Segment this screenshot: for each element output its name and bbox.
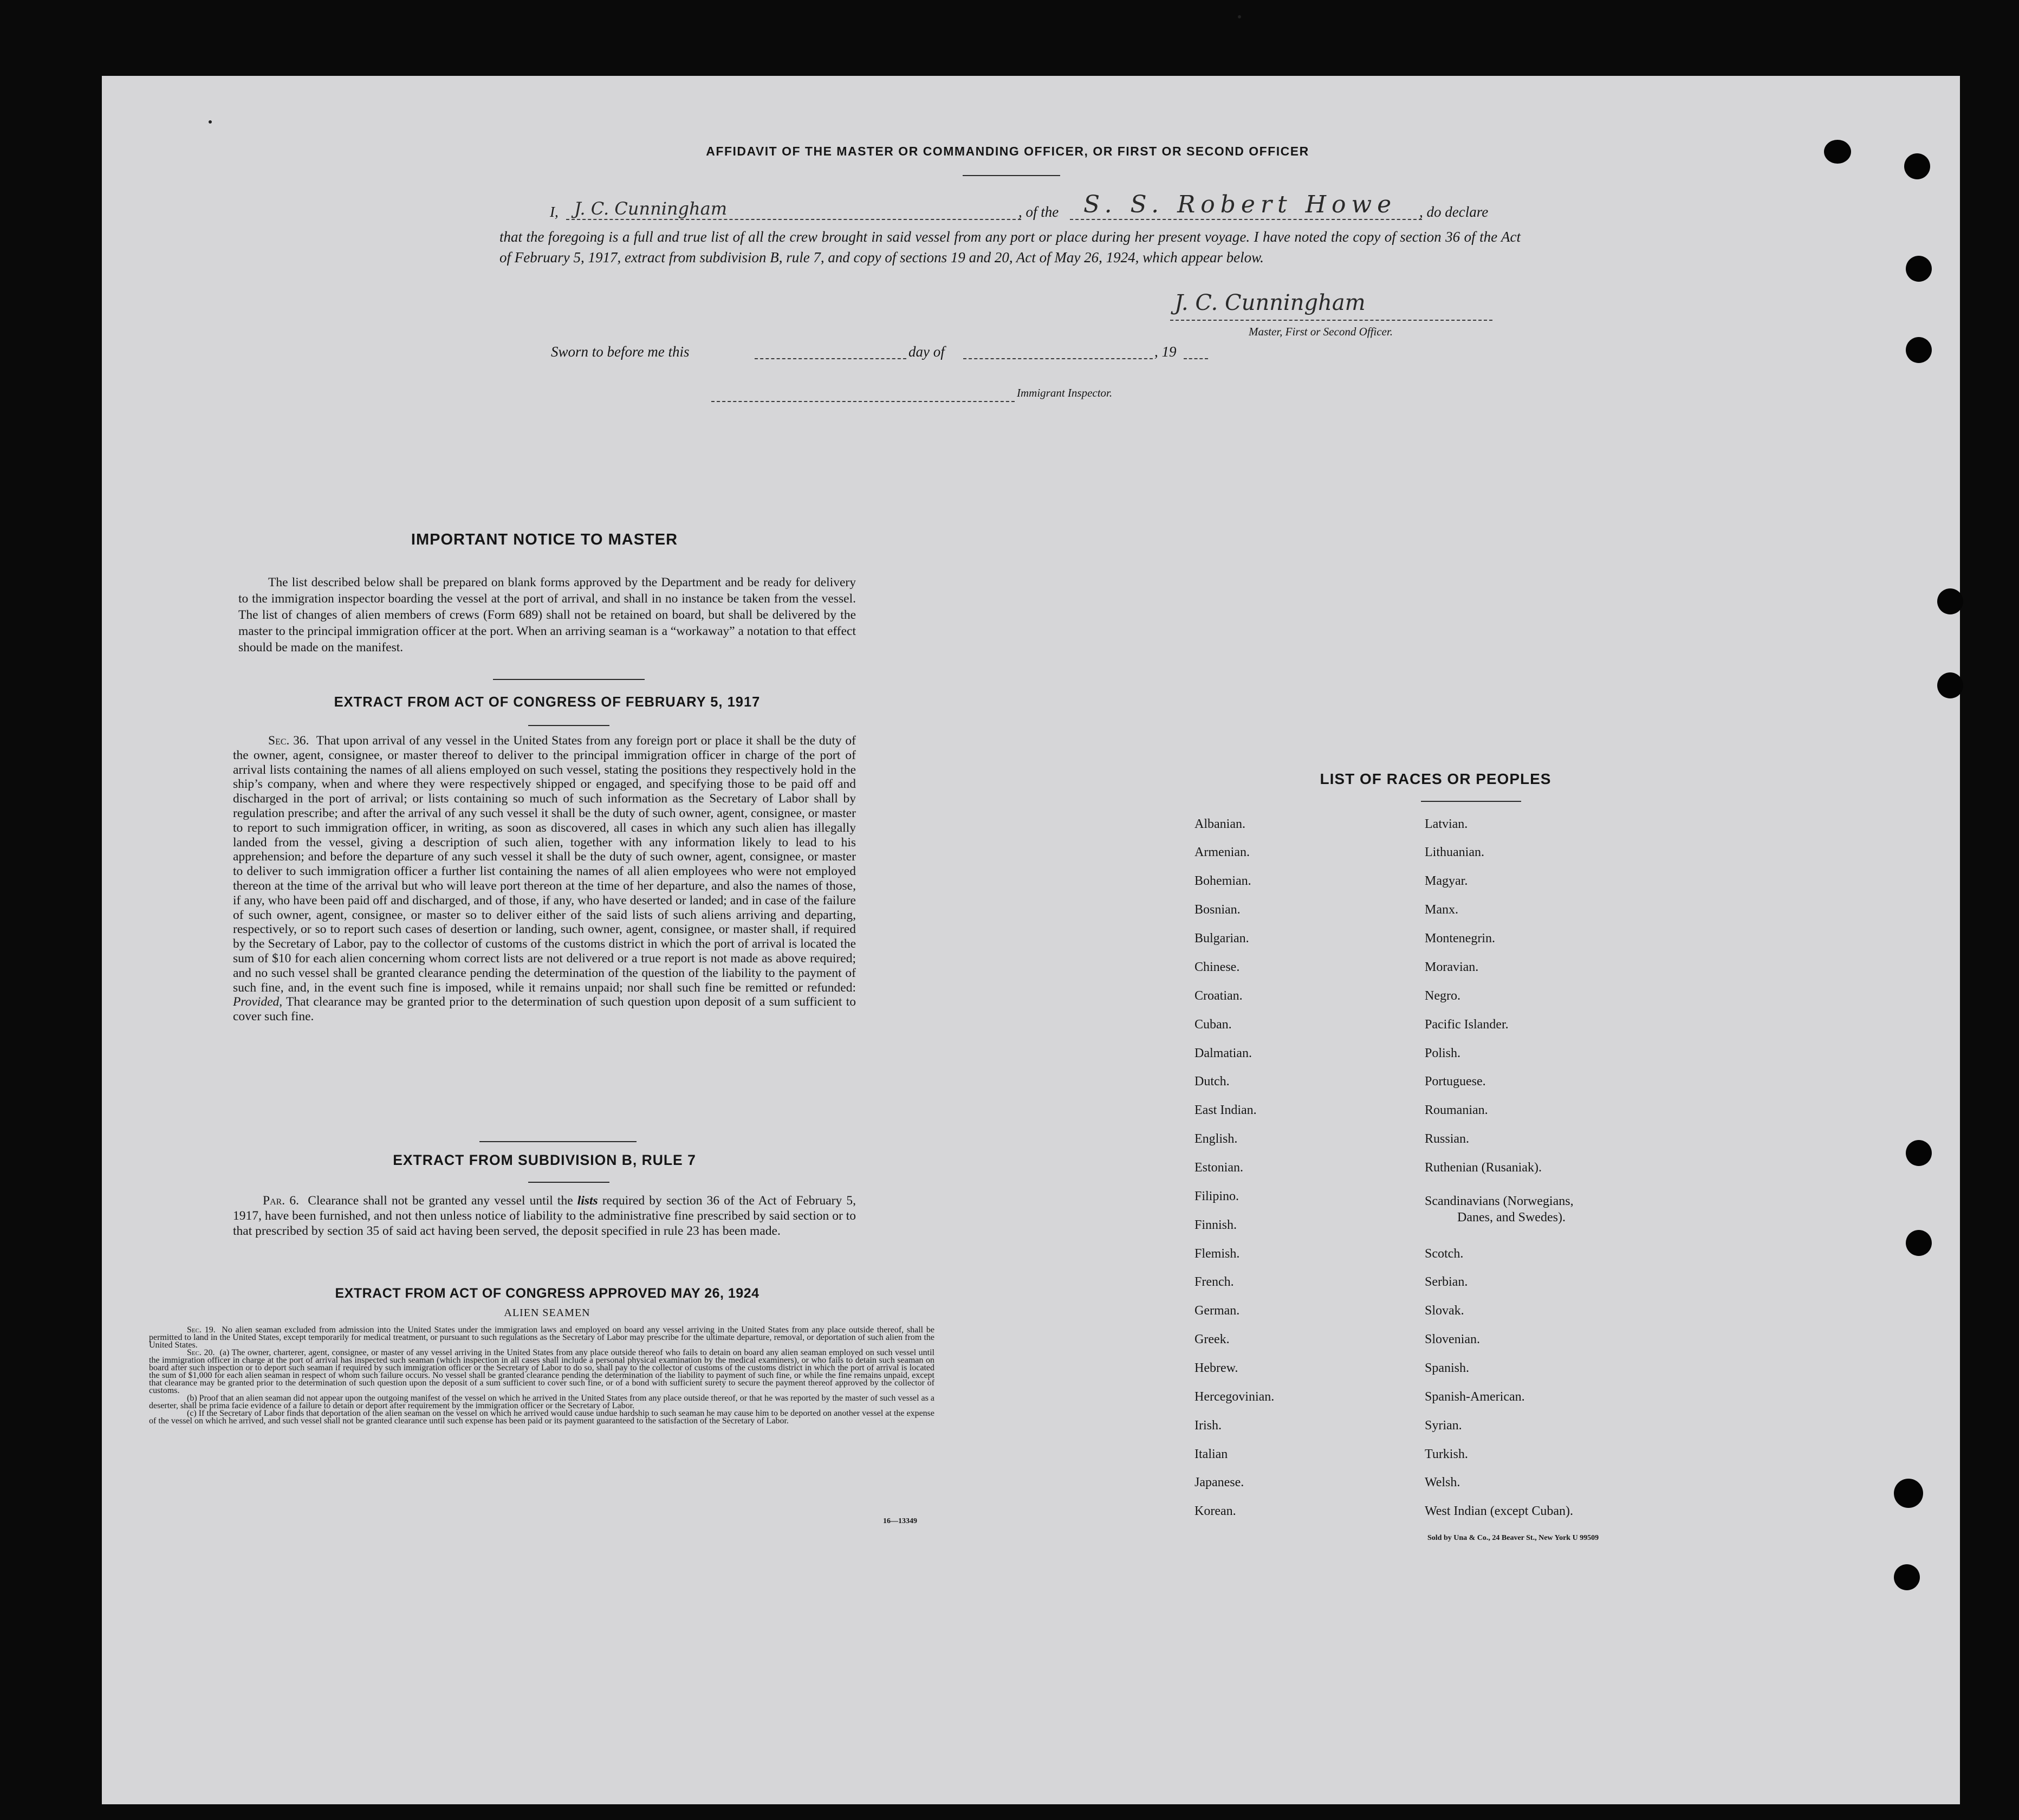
section-20c: (c) If the Secretary of Labor finds that deportation of the alien seaman on the vessel on which he arrived would cause undue hardship to such seaman he may cause him to be deported on another vessel at the expense of the vessel on which he arrived, and such vessel shall not be granted clearance until such expense has been paid or its payment guaranteed to the satisfaction of the Secretary of Labor. (149, 1409, 934, 1426)
race-item: Negro. (1425, 989, 1460, 1003)
race-item: Hebrew. (1194, 1361, 1238, 1375)
race-item: Latvian. (1425, 817, 1468, 831)
rule7-text: Clearance shall not be granted any vessel until the (308, 1194, 573, 1208)
race-item: Flemish. (1194, 1247, 1240, 1261)
race-item: Lithuanian. (1425, 845, 1484, 859)
provided-word: Provided, (233, 995, 283, 1009)
race-item: Polish. (1425, 1046, 1461, 1060)
printer-imprint: Sold by Una & Co., 24 Beaver St., New York U 99509 (1427, 1534, 1599, 1542)
race-item: Moravian. (1425, 960, 1479, 974)
declarant-line (566, 219, 1021, 220)
speck-mark (209, 120, 212, 124)
race-item: Portuguese. (1425, 1074, 1486, 1089)
race-item: Albanian. (1194, 817, 1245, 831)
affidavit-body: that the foregoing is a full and true list of all the crew brought in said vessel from any port or place during her present voyage. I have noted the copy of section 36 of the Act of February 5, 1917, extract from subdivision B, rule 7, and copy of sections 19 and 20, Act of May 26, 1924, which appear below. (499, 229, 1521, 265)
race-item: Serbian. (1425, 1275, 1468, 1289)
race-item: Roumanian. (1425, 1103, 1488, 1117)
race-item: Finnish. (1194, 1218, 1237, 1232)
race-item: Dutch. (1194, 1074, 1230, 1089)
form-number: 16—13349 (883, 1517, 917, 1525)
do-declare-label: , do declare (1419, 204, 1489, 220)
declarant-prefix: I, (550, 204, 559, 220)
divider (493, 679, 645, 680)
punch-hole (1906, 337, 1932, 363)
signature-line (1170, 320, 1492, 321)
race-item: Filipino. (1194, 1189, 1239, 1203)
rule7-text-end: required by section 36 of the Act of February 5, 1917, have been furnished, and not then unless notice of liability to the administrative fine prescribed by said section or to that prescribed by section 35 of said act having been served, the deposit specified in rule 23 has been made. (233, 1194, 856, 1238)
sworn-label: Sworn to before me this (551, 344, 690, 360)
paragraph-label: Par. 6. (263, 1194, 299, 1208)
race-item: Russian. (1425, 1132, 1470, 1146)
day-of-label: day of (908, 344, 945, 360)
officer-signature: J. C. Cunningham (1174, 290, 1366, 315)
race-item: Slovenian. (1425, 1332, 1480, 1346)
punch-hole (1906, 256, 1932, 282)
race-item: Chinese. (1194, 960, 1240, 974)
vessel-line (1070, 219, 1422, 220)
race-item: Turkish. (1425, 1447, 1468, 1461)
section-20a (149, 1349, 934, 1395)
declarant-name: J. C. Cunningham (574, 198, 728, 219)
section-20b: (b) Proof that an alien seaman did not appear upon the outgoing manifest of the vessel on which he arrived in the United States from any place outside thereof, or that he was reported by the master of such vessel as a deserter, shall be prima facie evidence of a failure to detain or deport after requirement by the immigration officer or the Secretary of Labor. (149, 1394, 934, 1410)
punch-hole (1824, 140, 1851, 164)
race-item: Japanese. (1194, 1475, 1244, 1489)
section-label: Sec. 20. (187, 1348, 215, 1357)
section-label: Sec. 19. (187, 1325, 216, 1335)
divider (479, 1141, 637, 1142)
extract-1917-title: EXTRACT FROM ACT OF CONGRESS OF FEBRUARY 5, 1917 (334, 695, 761, 710)
race-item: Dalmatian. (1194, 1046, 1252, 1060)
race-item: French. (1194, 1275, 1234, 1289)
race-item: Bosnian. (1194, 903, 1241, 917)
punch-hole (1906, 1230, 1932, 1256)
race-item: German. (1194, 1304, 1240, 1318)
divider (963, 175, 1060, 176)
notice-body: The list described below shall be prepared on blank forms approved by the Department and be ready for delivery to the immigration inspector boarding the vessel at the port of arrival, and shall in no instance be taken from the vessel. The list of changes of alien members of crews (Form 689) shall not be retained on board, but shall be delivered by the master to the principal immigration officer at the port. When an arriving seaman is a “workaway” a notation to that effect should be made on the manifest. (238, 575, 856, 655)
section-20a-text: (a) The owner, charterer, agent, consignee, or master of any vessel arriving in the United States from any place outside thereof who fails to detain on board any alien seaman employed on such vessel until the immigration officer in charge at the port of arrival has inspected such seaman (which inspection in all cases shall include a personal physical examination by the medical examiners), or who fails to detain such seaman on board after such inspection or to deport such seaman if required by such immigration officer or the Secretary of Labor to do so, shall pay to the collector of customs of the customs district in which the port of arrival is located the sum of $1,000 for each alien seaman in respect of whom such failure occurs. No vessel shall be granted clearance pending the determination of the liability to payment of such fine, or while the fine remains unpaid, except that clearance may be granted prior to the determination of such question upon the deposit of a sum sufficient to cover such fine, or of a bond with sufficient surety to secure the payment thereof approved by the collector of customs. (149, 1348, 935, 1395)
vessel-name: S. S. Robert Howe (1083, 191, 1397, 218)
signature-caption: Master, First or Second Officer. (1249, 325, 1393, 338)
race-item: Pacific Islander. (1425, 1018, 1509, 1032)
divider (528, 725, 609, 726)
sworn-day-field (755, 358, 906, 359)
race-item: Magyar. (1425, 874, 1468, 888)
extract-1924-body (149, 1326, 934, 1425)
punch-hole (1937, 672, 1963, 698)
race-item: Italian (1194, 1447, 1228, 1461)
race-item: East Indian. (1194, 1103, 1257, 1117)
race-item-continued: Danes, and Swedes). (1457, 1210, 1566, 1225)
race-item: Slovak. (1425, 1304, 1464, 1318)
inspector-caption: Immigrant Inspector. (1017, 386, 1113, 399)
divider (528, 1182, 609, 1183)
race-item: Montenegrin. (1425, 931, 1495, 945)
punch-hole (1937, 588, 1963, 614)
race-item: Scandinavians (Norwegians, (1425, 1194, 1574, 1208)
race-item: Manx. (1425, 903, 1458, 917)
inspector-signature-line (711, 401, 1015, 402)
of-the-label: , of the (1018, 204, 1059, 220)
race-item: Scotch. (1425, 1247, 1464, 1261)
race-item: Welsh. (1425, 1475, 1460, 1489)
notice-title: IMPORTANT NOTICE TO MASTER (411, 531, 678, 548)
extract-1917-body (233, 734, 856, 1024)
divider (1421, 801, 1521, 802)
race-item: Spanish-American. (1425, 1390, 1525, 1404)
lists-word: lists (577, 1194, 598, 1208)
section-36-text-end: That clearance may be granted prior to the determination of such question upon deposit of a sum sufficient to cover such fine. (233, 995, 856, 1024)
punch-hole (1894, 1479, 1923, 1508)
punch-hole (1906, 1140, 1932, 1166)
race-item: Syrian. (1425, 1419, 1462, 1433)
section-36-text: That upon arrival of any vessel in the United States from any foreign port or place it shall be the duty of the owner, agent, consignee, or master thereof to deliver to the principal immigration officer in charge of the port of arrival lists containing the names of all aliens employed on such vessel, stating the positions they respectively hold in the ship’s company, when and where they were respectively shipped or engaged, and specifying those to be paid off and discharged in the port of arrival; or lists containing so much of such information as the Secretary of Labor shall by regulation prescribe; and after the arrival of any such vessel it shall be the duty of such owner, agent, consignee, or master to report to such immigration officer, in writing, as soon as discovered, all cases in which any such alien has illegally landed from the vessel, giving a description of such alien, together with any information likely to lead to his apprehension; and before the departure of any such vessel it shall be the duty of such owner, agent, consignee, or master to deliver to such immigration officer a further list containing the names of all alien employees who were not employed thereon at the time of the arrival but who will leave port thereon at the time of her departure, and also the names of those, if any, who have been paid off and discharged, and of those, if any, who have deserted or landed; and in case of the failure of such owner, agent, consignee, or master so to deliver either of the said lists of such aliens arriving and departing, respectively, or so to report such cases of desertion or landing, such owner, agent, consignee, or master shall, if required by the Secretary of Labor, pay to the collector of customs of the customs district in which the port of arrival is located the sum of $10 for each alien concerning whom correct lists are not delivered or a true report is not made as above required; and no such vessel shall be granted clearance pending the determination of the question of the liability to the payment of such fine, and, in the event such fine is imposed, while it remains unpaid; nor shall such fine be remitted or refunded: (233, 734, 856, 995)
alien-seamen-subtitle: ALIEN SEAMEN (504, 1307, 590, 1319)
race-item: Korean. (1194, 1504, 1236, 1518)
races-title: LIST OF RACES OR PEOPLES (1320, 770, 1551, 787)
affidavit-title: AFFIDAVIT OF THE MASTER OR COMMANDING OFFICER, OR FIRST OR SECOND OFFICER (706, 144, 1309, 158)
race-item: Cuban. (1194, 1018, 1232, 1032)
rule7-title: EXTRACT FROM SUBDIVISION B, RULE 7 (393, 1152, 696, 1168)
speck-mark (1238, 15, 1241, 18)
race-item: Irish. (1194, 1419, 1222, 1433)
sworn-year-field (1184, 358, 1208, 359)
race-item: English. (1194, 1132, 1238, 1146)
race-item: Spanish. (1425, 1361, 1470, 1375)
race-item: Bulgarian. (1194, 931, 1249, 945)
section-19 (149, 1326, 934, 1349)
race-item: Armenian. (1194, 845, 1250, 859)
extract-1924-title: EXTRACT FROM ACT OF CONGRESS APPROVED MAY 26, 1924 (335, 1286, 759, 1301)
rule7-body (233, 1193, 856, 1239)
race-item: West Indian (except Cuban). (1425, 1504, 1573, 1518)
race-item: Ruthenian (Rusaniak). (1425, 1161, 1542, 1175)
year-label: , 19 (1154, 344, 1177, 360)
section-label: Sec. 36. (268, 734, 309, 748)
sworn-month-field (963, 358, 1153, 359)
race-item: Croatian. (1194, 989, 1243, 1003)
punch-hole (1904, 153, 1930, 179)
race-item: Greek. (1194, 1332, 1230, 1346)
race-item: Estonian. (1194, 1161, 1243, 1175)
section-19-text: No alien seaman excluded from admission into the United States under the immigration laws and employed on board any vessel arriving in the United States from any place outside thereof, shall be permitted to land in the United States, except temporarily for medical treatment, or pursuant to such regulations as the Secretary of Labor may prescribe for the ultimate departure, removal, or deportation of such alien from the United States. (149, 1325, 934, 1350)
race-item: Hercegovinian. (1194, 1390, 1275, 1404)
race-item: Bohemian. (1194, 874, 1251, 888)
punch-hole (1894, 1564, 1920, 1590)
